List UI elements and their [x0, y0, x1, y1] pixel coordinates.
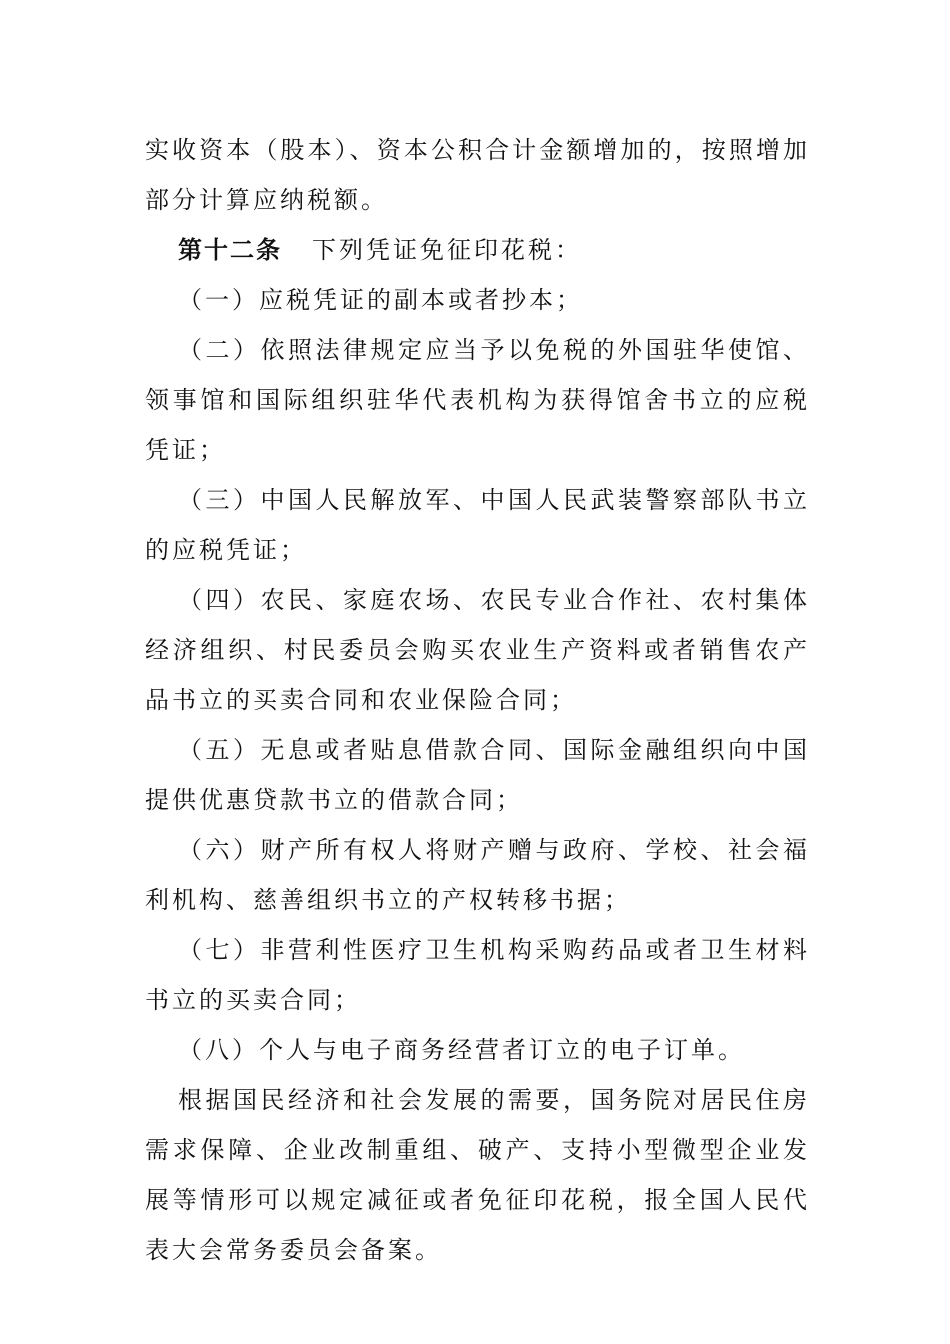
list-item-3: （三）中国人民解放军、中国人民武装警察部队书立的应税凭证； — [145, 486, 810, 564]
list-item-6: （六）财产所有权人将财产赠与政府、学校、社会福利机构、慈善组织书立的产权转移书据； — [145, 836, 810, 914]
list-item-4: （四）农民、家庭农场、农民专业合作社、农村集体经济组织、村民委员会购买农业生产资料或者销售农产品书立的买卖合同和农业保险合同； — [145, 586, 810, 714]
article-12-paragraph — [145, 225, 810, 275]
list-item-1: （一）应税凭证的副本或者抄本； — [178, 286, 583, 314]
article-title: 第十二条 — [178, 236, 282, 264]
article-text: 下列凭证免征印花税： — [312, 236, 582, 264]
document-body — [145, 125, 810, 1275]
list-item-7: （七）非营利性医疗卫生机构采购药品或者卫生材料书立的买卖合同； — [145, 936, 810, 1014]
list-item-8: （八）个人与电子商务经营者订立的电子订单。 — [178, 1036, 745, 1064]
closing-paragraph: 根据国民经济和社会发展的需要，国务院对居民住房需求保障、企业改制重组、破产、支持小型微型企业发展等情形可以规定减征或者免征印花税，报全国人民代表大会常务委员会备案。 — [145, 1086, 810, 1264]
list-item-5: （五）无息或者贴息借款合同、国际金融组织向中国提供优惠贷款书立的借款合同； — [145, 736, 810, 814]
list-item-2: （二）依照法律规定应当予以免税的外国驻华使馆、领事馆和国际组织驻华代表机构为获得馆舍书立的应税凭证； — [145, 336, 810, 464]
paragraph-continuation: 实收资本（股本）、资本公积合计金额增加的，按照增加部分计算应纳税额。 — [145, 136, 810, 214]
